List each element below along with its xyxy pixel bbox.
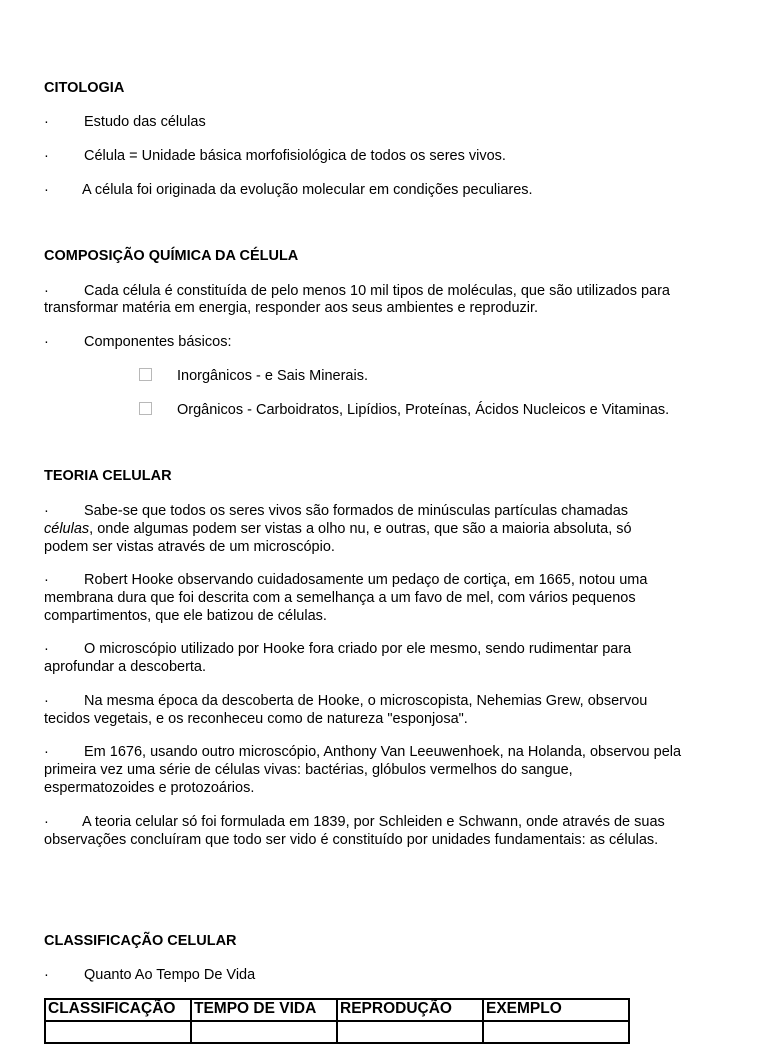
bullet-marker: · xyxy=(44,114,49,130)
paragraph-line: transformar matéria em energia, responder aos seus ambientes e reproduzir. xyxy=(44,300,539,316)
paragraph-line: Cada célula é constituída de pelo menos 10 mil tipos de moléculas, que são utilizados para xyxy=(84,283,670,299)
table-cell xyxy=(191,1021,337,1043)
table-header-cell: CLASSIFICAÇÃO xyxy=(45,999,191,1021)
table-header-cell: REPRODUÇÃO xyxy=(337,999,483,1021)
table-row xyxy=(45,1021,629,1043)
classification-table xyxy=(44,998,630,1044)
table-cell xyxy=(337,1021,483,1043)
bullet-marker: · xyxy=(44,148,49,164)
paragraph-line: aprofundar a descoberta. xyxy=(44,659,207,675)
table-cell xyxy=(45,1021,191,1043)
section-title-classificacao: CLASSIFICAÇÃO CELULAR xyxy=(44,933,237,949)
bullet-marker: · xyxy=(44,572,49,588)
bullet-marker: · xyxy=(44,334,49,350)
bullet-marker: · xyxy=(44,744,49,760)
sub-item-text: Inorgânicos - e Sais Minerais. xyxy=(177,368,368,384)
paragraph-line: membrana dura que foi descrita com a semelhança a um favo de mel, com vários pequenos xyxy=(44,590,636,606)
bullet-marker: · xyxy=(44,503,49,519)
bullet-marker: · xyxy=(44,814,49,830)
bullet-marker: · xyxy=(44,182,49,198)
checkbox-icon xyxy=(139,368,152,381)
section-title-citologia: CITOLOGIA xyxy=(44,80,125,96)
paragraph-line: primeira vez uma série de células vivas: bactérias, glóbulos vermelhos do sangue, xyxy=(44,762,573,778)
bullet-text: Célula = Unidade básica morfofisiológica de todos os seres vivos. xyxy=(84,148,506,164)
paragraph-line: Robert Hooke observando cuidadosamente um pedaço de cortiça, em 1665, notou uma xyxy=(84,572,648,588)
paragraph-line: observações concluíram que todo ser vido é constituído por unidades fundamentais: as células. xyxy=(44,832,659,848)
bullet-text: Componentes básicos: xyxy=(84,334,232,350)
bullet-marker: · xyxy=(44,283,49,299)
sub-item-text: Orgânicos - Carboidratos, Lipídios, Proteínas, Ácidos Nucleicos e Vitaminas. xyxy=(177,402,670,418)
paragraph-line: tecidos vegetais, e os reconheceu como de natureza "esponjosa". xyxy=(44,711,468,727)
paragraph-line: espermatozoides e protozoários. xyxy=(44,780,255,796)
sub-item-inorganicos xyxy=(139,367,368,385)
table-header-cell: TEMPO DE VIDA xyxy=(191,999,337,1021)
section-title-composicao: COMPOSIÇÃO QUÍMICA DA CÉLULA xyxy=(44,248,299,264)
checkbox-icon xyxy=(139,402,152,415)
bullet-text: A célula foi originada da evolução molecular em condições peculiares. xyxy=(82,182,533,198)
paragraph-line xyxy=(44,520,632,538)
paragraph-line: Sabe-se que todos os seres vivos são formados de minúsculas partículas chamadas xyxy=(84,503,629,519)
paragraph-line: O microscópio utilizado por Hooke fora criado por ele mesmo, sendo rudimentar para xyxy=(84,641,632,657)
table-header-cell: EXEMPLO xyxy=(483,999,629,1021)
paragraph-line: A teoria celular só foi formulada em 1839, por Schleiden e Schwann, onde através de suas xyxy=(82,814,665,830)
table-header-row xyxy=(45,999,629,1021)
bullet-marker: · xyxy=(44,967,49,983)
bullet-marker: · xyxy=(44,693,49,709)
italic-word: células xyxy=(44,521,90,537)
paragraph-line: Na mesma época da descoberta de Hooke, o microscopista, Nehemias Grew, observou xyxy=(84,693,648,709)
paragraph-line: compartimentos, que ele batizou de células. xyxy=(44,608,327,624)
sub-item-organicos xyxy=(139,401,669,419)
bullet-text: Estudo das células xyxy=(84,114,206,130)
section-title-teoria: TEORIA CELULAR xyxy=(44,468,172,484)
paragraph-text: , onde algumas podem ser vistas a olho nu, e outras, que são a maioria absoluta, só xyxy=(89,521,632,537)
bullet-marker: · xyxy=(44,641,49,657)
bullet-text: Quanto Ao Tempo De Vida xyxy=(84,967,256,983)
table-cell xyxy=(483,1021,629,1043)
paragraph-line: Em 1676, usando outro microscópio, Anthony Van Leeuwenhoek, na Holanda, observou pela xyxy=(84,744,682,760)
paragraph-line: podem ser vistas através de um microscópio. xyxy=(44,539,335,555)
